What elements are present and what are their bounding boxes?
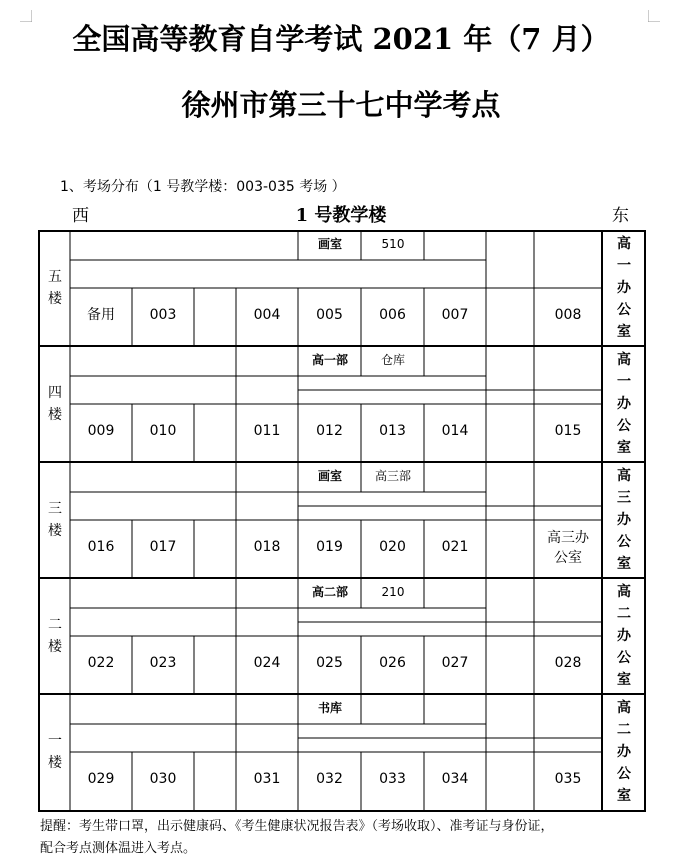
office-label-char: 室 [617,672,631,688]
office-label-char: 一 [617,374,631,390]
crop-mark-top-left [20,10,32,22]
office-label-char: 一 [617,258,631,274]
office-label-char: 办 [617,744,631,760]
exam-room-label: 备用 [87,307,115,323]
upper-room-label: 高一部 [311,353,348,367]
office-label-char: 高 [617,468,631,484]
exam-room-label: 015 [554,423,582,439]
office-label-char: 室 [617,556,631,572]
office-label-char: 室 [617,788,631,804]
exam-room-label: 011 [253,423,281,439]
office-label-char: 室 [617,440,631,456]
exam-room-label: 014 [441,423,469,439]
floor-label-char: 楼 [48,523,62,539]
floor-label-char: 楼 [48,755,62,771]
reminder-line-2: 配合考点测体温进入考点。 [40,841,197,856]
office-label-char: 公 [617,650,631,666]
floor-plan-table [38,230,646,812]
exam-room-label: 034 [441,771,469,787]
page-subtitle: 徐州市第三十七中学考点 [181,88,501,122]
office-label-char: 公 [617,418,631,434]
exam-room-label: 026 [379,655,406,671]
floor-label-char: 二 [48,617,62,633]
exam-room-label: 020 [379,539,406,555]
floor-label-char: 一 [48,733,62,749]
exam-room-label: 007 [441,307,469,323]
floor-label-char: 楼 [48,291,62,307]
page-title: 全国高等教育自学考试 2021 年（7 月） [72,22,610,56]
reminder-note [40,816,660,860]
upper-room-label: 画室 [317,469,342,483]
exam-room-label: 021 [441,539,469,555]
exam-room-label: 004 [253,307,281,323]
office-label-char: 高 [617,236,631,252]
upper-room-label: 510 [381,237,405,251]
exam-room-label: 019 [316,539,343,555]
upper-room-label: 高三部 [374,469,411,483]
exam-room-label: 018 [253,539,281,555]
exam-room-label: 031 [253,771,281,787]
exam-room-label: 017 [149,539,177,555]
east-label: 东 [612,206,629,226]
office-label-char: 公 [617,302,631,318]
exam-room-label: 005 [316,307,343,323]
crop-mark-top-right [648,10,660,22]
exam-room-label: 013 [379,423,406,439]
upper-room-label: 仓库 [380,353,405,367]
upper-room-label: 高二部 [311,585,348,599]
exam-room-label: 023 [149,655,177,671]
exam-room-label: 030 [149,771,177,787]
office-label-char: 室 [617,324,631,340]
exam-room-label: 008 [554,307,582,323]
exam-room-label: 027 [441,655,469,671]
office-label-char: 三 [617,490,631,506]
upper-room-label: 书库 [317,701,342,715]
building-name: 1 号教学楼 [295,205,387,226]
exam-room-label: 033 [379,771,406,787]
office-label-char: 办 [617,628,631,644]
exam-room-label: 028 [554,655,582,671]
office-label-char: 公 [617,534,631,550]
exam-room-label: 022 [87,655,115,671]
exam-room-label: 010 [149,423,177,439]
exam-room-label: 016 [87,539,115,555]
office-label-char: 办 [617,512,631,528]
exam-room-label: 003 [149,307,177,323]
floor-label-char: 五 [48,269,62,285]
office-label-char: 办 [617,280,631,296]
office-label-char: 高 [617,584,631,600]
office-label-char: 二 [617,722,631,738]
reminder-line-1: 提醒：考生带口罩，出示健康码、《考生健康状况报告表》（考场收取）、准考证与身份证， [40,819,554,834]
exam-room-label: 035 [554,771,582,787]
floor-label-char: 楼 [48,407,62,423]
upper-room-label: 210 [381,585,405,599]
exam-room-label: 006 [379,307,406,323]
office-label-char: 高 [617,700,631,716]
office-label-char: 办 [617,396,631,412]
floor-label-char: 四 [48,385,62,401]
west-label: 西 [72,206,89,226]
office-label-char: 高 [617,352,631,368]
office-label-char: 公 [617,766,631,782]
upper-room-label: 画室 [317,237,342,251]
exam-room-label: 032 [316,771,343,787]
floor-label-char: 三 [48,501,62,517]
section-heading: 1、考场分布（1 号教学楼：003-035 考场 ） [60,179,346,195]
office-label-char: 二 [617,606,631,622]
exam-room-label: 025 [316,655,343,671]
exam-room-label: 高三办 公室 [547,530,589,566]
floor-label-char: 楼 [48,639,62,655]
exam-room-label: 024 [253,655,281,671]
exam-room-label: 029 [87,771,115,787]
exam-room-label: 012 [316,423,343,439]
exam-room-label: 009 [87,423,115,439]
